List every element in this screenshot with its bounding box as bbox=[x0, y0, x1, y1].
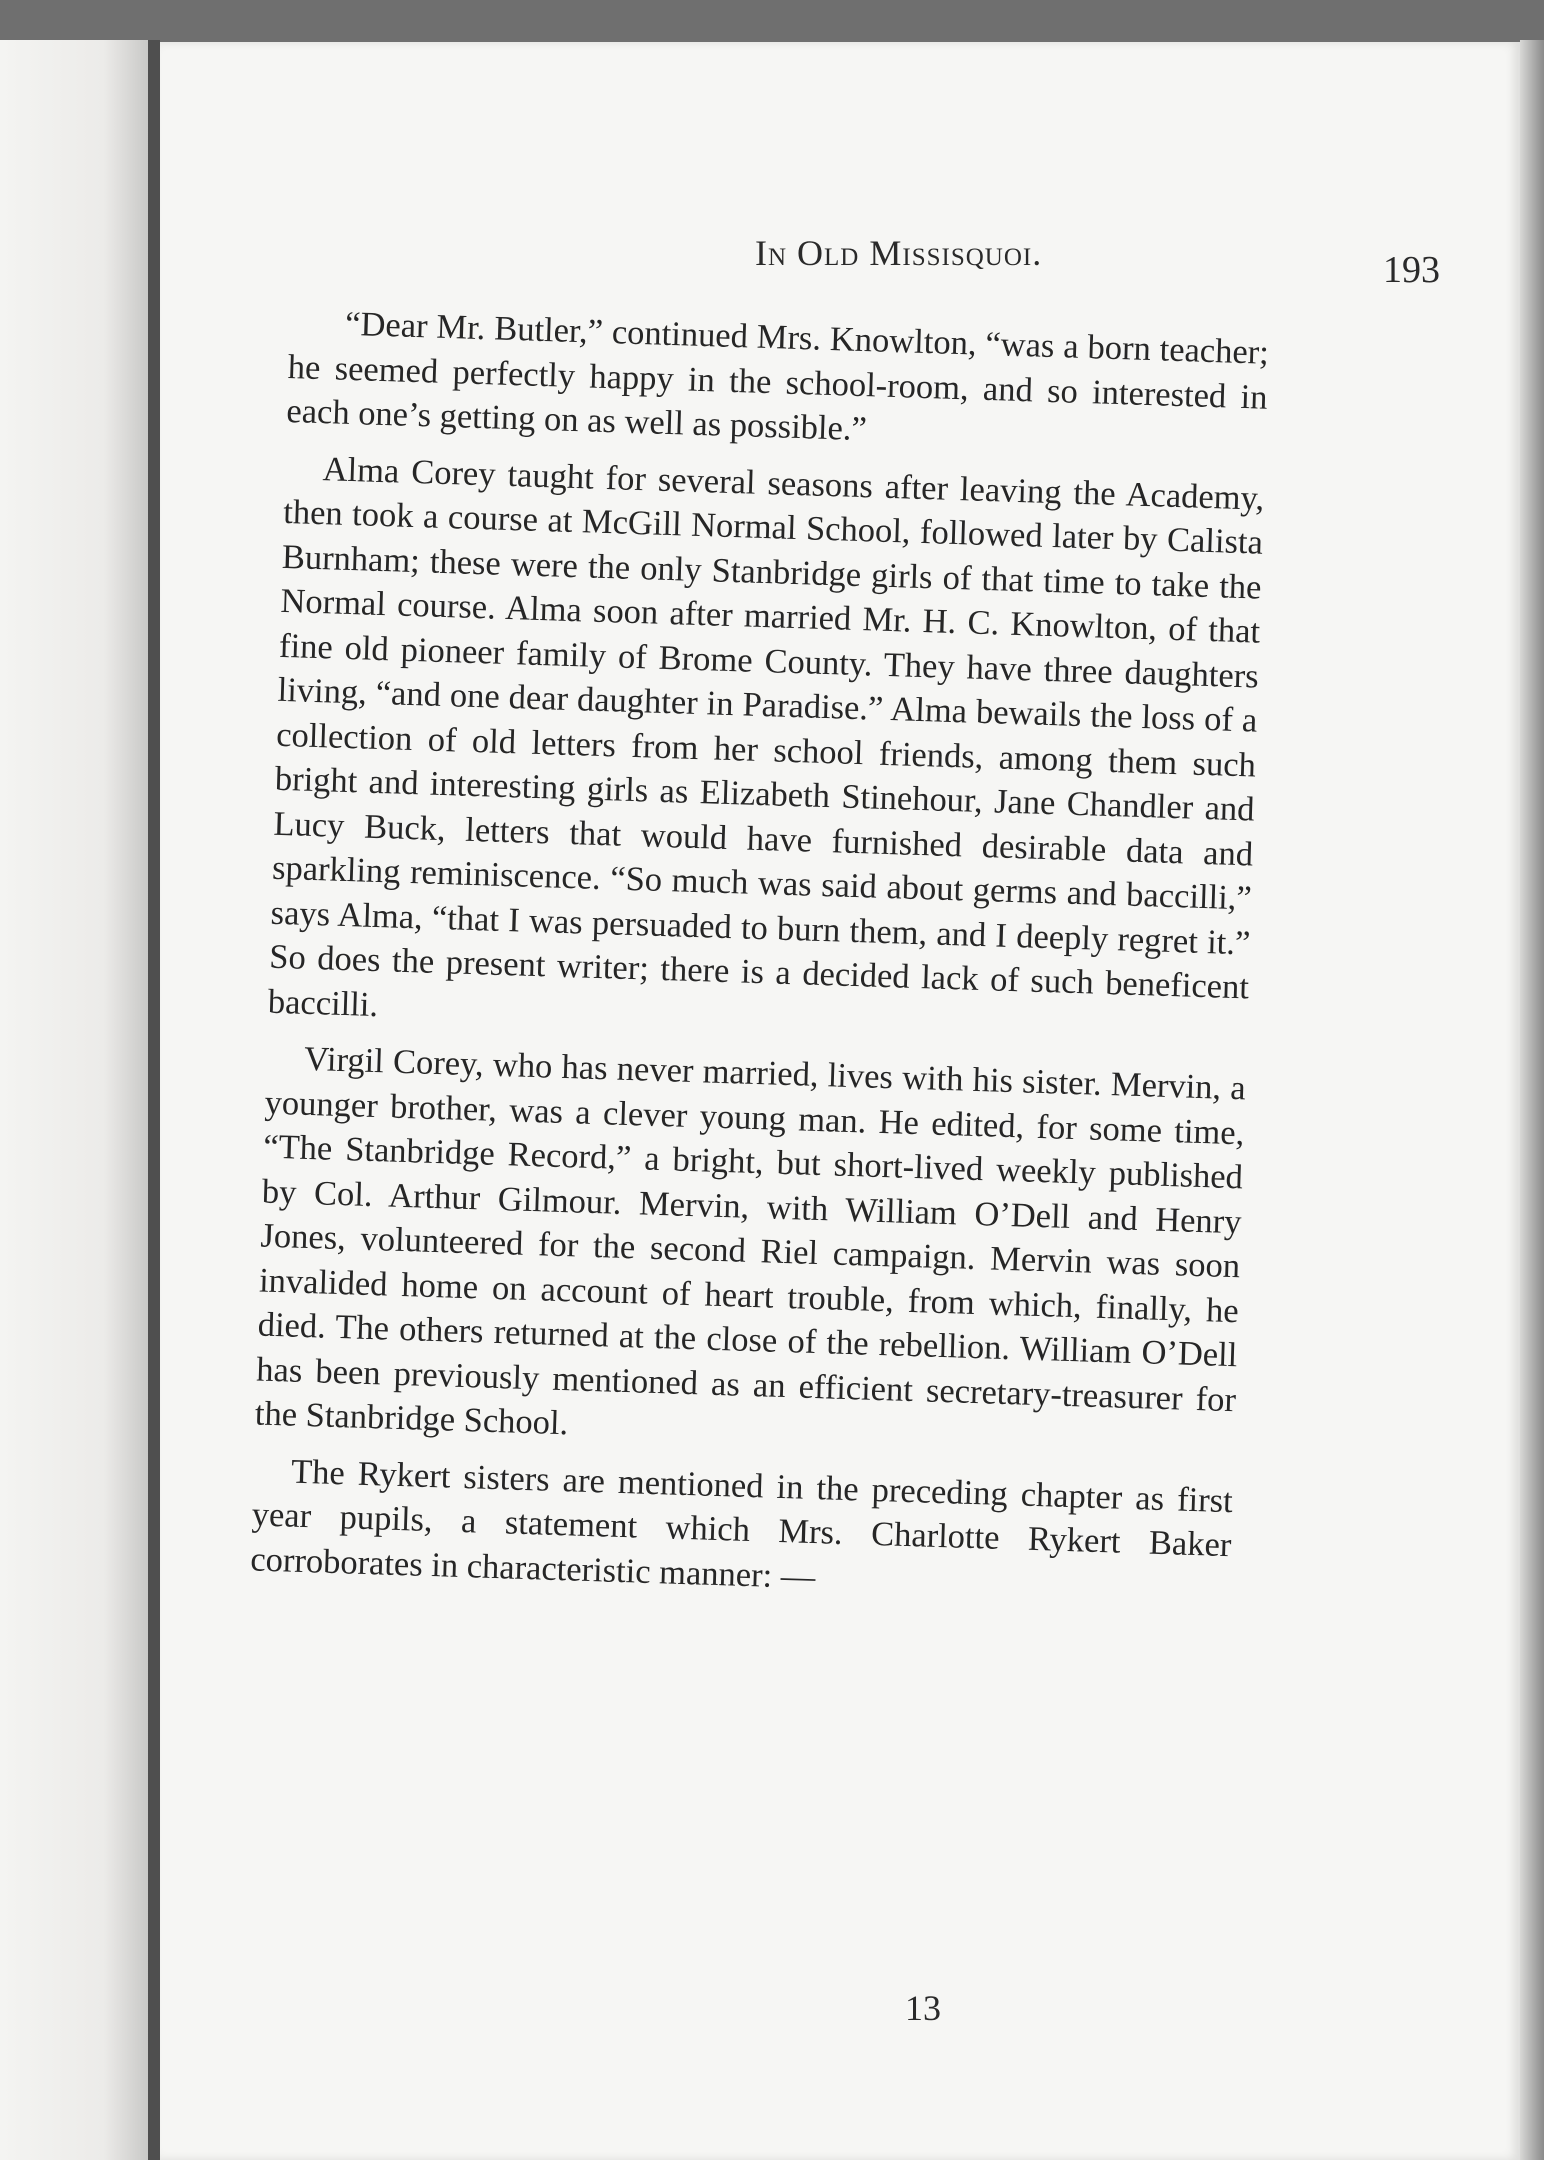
signature-mark: 13 bbox=[905, 1988, 941, 2028]
paragraph: “Dear Mr. Butler,” continued Mrs. Knowlton, “was a born teacher; he seemed perfectly happy in the school-room, and so interested in each one’s getting on as well as possible.” bbox=[285, 304, 1270, 449]
running-title: In Old Missisquoi. bbox=[755, 233, 1043, 273]
book-page bbox=[160, 42, 1520, 2160]
paragraph: Virgil Corey, who has never married, lives with his sister. Mervin, a younger brother, was a clever young man. He edited, for some time, “The Stanbridge Record,” a bright, but short-lived weekly published by Col. Arthur Gilmour. Mervin, with William O’Dell and Henry Jones, volunteered for the second Riel campaign. Mervin was soon invalided home on account of heart trouble, from which, finally, he died. The others returned at the close of the rebellion. William O’Dell has been previously mentioned as an efficient secretary-treasurer for the Stanbridge School. bbox=[254, 1039, 1247, 1443]
page-right-edge bbox=[1520, 40, 1544, 2160]
facing-page-edge bbox=[0, 40, 148, 2160]
page-number: 193 bbox=[1383, 249, 1440, 291]
page-header bbox=[290, 192, 1440, 302]
paragraph: Alma Corey taught for several seasons after leaving the Academy, then took a course at McGill Normal School, followed later by Calista Burnham; these were the only Stanbridge girls of that time to take the Normal course. Alma soon after married Mr. H. C. Knowlton, of that fine old pioneer family of Brome County. They have three daughters living, “and one dear daughter in Paradise.” Alma bewails the loss of a collection of old letters from her school friends, among them such bright and interesting girls as Elizabeth Stinehour, Jane Chandler and Lucy Buck, letters that would have furnished desirable data and sparkling reminiscence. “So much was said about germs and baccilli,” says Alma, “that I was persuaded to burn them, and I deeply regret it.” So does the present writer; there is a decided lack of such beneficent baccilli. bbox=[267, 449, 1265, 1024]
book-gutter bbox=[148, 40, 160, 2160]
body-text bbox=[249, 300, 1269, 1624]
paragraph: The Rykert sisters are mentioned in the preceding chapter as first year pupils, a statement which Mrs. Charlotte Rykert Baker corroborates in characteristic manner: — bbox=[249, 1452, 1234, 1596]
